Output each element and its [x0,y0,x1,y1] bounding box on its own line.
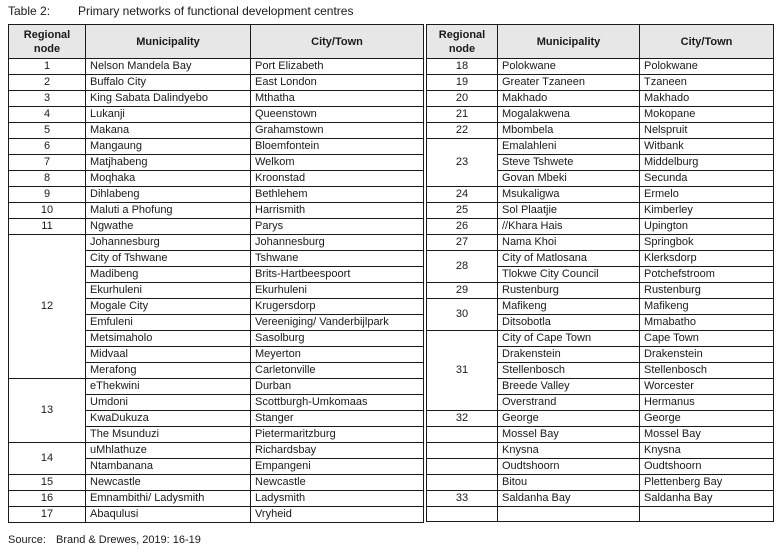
city-cell: Queenstown [251,107,424,123]
node-cell: 33 [427,491,498,507]
node-cell: 7 [9,155,86,171]
node-cell: 11 [9,219,86,235]
table-row [427,507,774,522]
header-row [427,25,774,59]
city-cell: Worcester [640,379,774,395]
table-row [9,443,424,459]
city-cell: Stanger [251,411,424,427]
city-cell: Pietermaritzburg [251,427,424,443]
municipality-cell [498,507,640,522]
city-cell: Rustenburg [640,283,774,299]
municipality-cell: KwaDukuza [86,411,251,427]
node-cell: 8 [9,171,86,187]
table-row [9,107,424,123]
table-row [9,139,424,155]
municipality-cell: Moqhaka [86,171,251,187]
table-row [9,171,424,187]
table-row [9,475,424,491]
node-cell: 6 [9,139,86,155]
node-cell: 19 [427,75,498,91]
municipality-cell: Emfuleni [86,315,251,331]
municipality-cell: Ngwathe [86,219,251,235]
table-row [427,203,774,219]
municipality-cell: Rustenburg [498,283,640,299]
table-row [9,59,424,75]
municipality-cell: Ekurhuleni [86,283,251,299]
municipality-cell: Mogale City [86,299,251,315]
node-cell: 12 [9,235,86,379]
municipality-cell: Abaqulusi [86,507,251,523]
node-cell: 15 [9,475,86,491]
city-cell: Sasolburg [251,331,424,347]
municipality-cell: Midvaal [86,347,251,363]
table-row [427,283,774,299]
column-header: City/Town [251,25,424,59]
node-cell: 31 [427,331,498,411]
municipality-cell: Bitou [498,475,640,491]
city-cell: Bloemfontein [251,139,424,155]
municipality-cell: uMhlathuze [86,443,251,459]
city-cell: Brits-Hartbeespoort [251,267,424,283]
city-cell: Knysna [640,443,774,459]
table-row [9,91,424,107]
city-cell: Ekurhuleni [251,283,424,299]
node-cell: 4 [9,107,86,123]
municipality-cell: Drakenstein [498,347,640,363]
table-row [427,219,774,235]
municipality-cell: Overstrand [498,395,640,411]
node-cell: 10 [9,203,86,219]
municipality-cell: Mbombela [498,123,640,139]
node-cell: 20 [427,91,498,107]
city-cell: Drakenstein [640,347,774,363]
municipality-cell: Makhado [498,91,640,107]
node-cell: 24 [427,187,498,203]
municipality-cell: eThekwini [86,379,251,395]
city-cell: Potchefstroom [640,267,774,283]
city-cell: Nelspruit [640,123,774,139]
table-row [427,251,774,267]
city-cell: Mossel Bay [640,427,774,443]
table-row [427,427,774,443]
city-cell: Springbok [640,235,774,251]
city-cell: Hermanus [640,395,774,411]
city-cell [640,507,774,522]
municipality-cell: Emalahleni [498,139,640,155]
municipality-cell: Mangaung [86,139,251,155]
table-caption-label: Table 2: [8,4,51,18]
node-cell: 13 [9,379,86,443]
right-table [426,24,774,522]
table-row [9,219,424,235]
node-cell: 5 [9,123,86,139]
node-cell-empty [427,475,498,491]
city-cell: Kimberley [640,203,774,219]
table-row [427,91,774,107]
column-header: Regional node [427,25,498,59]
city-cell: Plettenberg Bay [640,475,774,491]
city-cell: Newcastle [251,475,424,491]
city-cell: Ladysmith [251,491,424,507]
node-cell: 3 [9,91,86,107]
municipality-cell: Knysna [498,443,640,459]
municipality-cell: Merafong [86,363,251,379]
node-cell: 28 [427,251,498,283]
node-cell: 14 [9,443,86,475]
node-cell: 21 [427,107,498,123]
city-cell: Kroonstad [251,171,424,187]
table-row [427,123,774,139]
city-cell: Parys [251,219,424,235]
table-row [9,75,424,91]
node-cell: 26 [427,219,498,235]
node-cell: 1 [9,59,86,75]
node-cell: 32 [427,411,498,427]
city-cell: Mthatha [251,91,424,107]
column-header: Regional node [9,25,86,59]
municipality-cell: //Khara Hais [498,219,640,235]
city-cell: Krugersdorp [251,299,424,315]
column-header: Municipality [498,25,640,59]
city-cell: Ermelo [640,187,774,203]
table-row [9,235,424,251]
city-cell: Cape Town [640,331,774,347]
city-cell: Saldanha Bay [640,491,774,507]
municipality-cell: Ditsobotla [498,315,640,331]
node-cell-empty [427,459,498,475]
table-row [427,107,774,123]
city-cell: Scottburgh-Umkomaas [251,395,424,411]
source-text: Brand & Drewes, 2019: 16-19 [56,534,201,546]
municipality-cell: Mafikeng [498,299,640,315]
node-cell-empty [427,507,498,522]
node-cell: 23 [427,139,498,187]
node-cell-empty [427,443,498,459]
node-cell-empty [427,427,498,443]
city-cell: Stellenbosch [640,363,774,379]
municipality-cell: Newcastle [86,475,251,491]
table-row [9,379,424,395]
table-row [9,491,424,507]
table-row [427,443,774,459]
municipality-cell: Madibeng [86,267,251,283]
table-caption [8,4,779,22]
table-row [427,459,774,475]
city-cell: Vryheid [251,507,424,523]
node-cell: 17 [9,507,86,523]
municipality-cell: Stellenbosch [498,363,640,379]
municipality-cell: Maluti a Phofung [86,203,251,219]
table-caption-text: Primary networks of functional development centres [78,4,354,18]
node-cell: 16 [9,491,86,507]
table-row [427,411,774,427]
city-cell: Johannesburg [251,235,424,251]
city-cell: Secunda [640,171,774,187]
source-line [8,534,779,546]
municipality-cell: The Msunduzi [86,427,251,443]
municipality-cell: Lukanji [86,107,251,123]
city-cell: Mokopane [640,107,774,123]
municipality-cell: Mogalakwena [498,107,640,123]
table-row [9,123,424,139]
city-cell: East London [251,75,424,91]
city-cell: Mafikeng [640,299,774,315]
table-row [427,75,774,91]
municipality-cell: Makana [86,123,251,139]
municipality-cell: Matjhabeng [86,155,251,171]
table-row [427,491,774,507]
city-cell: Welkom [251,155,424,171]
table-row [427,299,774,315]
municipality-cell: Nelson Mandela Bay [86,59,251,75]
municipality-cell: Nama Khoi [498,235,640,251]
municipality-cell: King Sabata Dalindyebo [86,91,251,107]
city-cell: Vereeniging/ Vanderbijlpark [251,315,424,331]
table-row [427,331,774,347]
table-row [427,475,774,491]
municipality-cell: Msukaligwa [498,187,640,203]
table-row [9,507,424,523]
municipality-cell: City of Tshwane [86,251,251,267]
city-cell: George [640,411,774,427]
city-cell: Tshwane [251,251,424,267]
municipality-cell: Buffalo City [86,75,251,91]
city-cell: Witbank [640,139,774,155]
node-cell: 18 [427,59,498,75]
city-cell: Makhado [640,91,774,107]
city-cell: Bethlehem [251,187,424,203]
city-cell: Durban [251,379,424,395]
table-row [9,187,424,203]
node-cell: 25 [427,203,498,219]
node-cell: 27 [427,235,498,251]
column-header: City/Town [640,25,774,59]
municipality-cell: Dihlabeng [86,187,251,203]
municipality-cell: Mossel Bay [498,427,640,443]
municipality-cell: Polokwane [498,59,640,75]
municipality-cell: Emnambithi/ Ladysmith [86,491,251,507]
city-cell: Meyerton [251,347,424,363]
city-cell: Port Elizabeth [251,59,424,75]
tables-container [8,24,779,523]
city-cell: Carletonville [251,363,424,379]
municipality-cell: Steve Tshwete [498,155,640,171]
table-row [427,235,774,251]
city-cell: Empangeni [251,459,424,475]
municipality-cell: Ntambanana [86,459,251,475]
node-cell: 9 [9,187,86,203]
city-cell: Upington [640,219,774,235]
city-cell: Grahamstown [251,123,424,139]
city-cell: Mmabatho [640,315,774,331]
table-row [427,187,774,203]
city-cell: Polokwane [640,59,774,75]
node-cell: 22 [427,123,498,139]
table-row [9,155,424,171]
municipality-cell: Sol Plaatjie [498,203,640,219]
municipality-cell: Govan Mbeki [498,171,640,187]
municipality-cell: City of Matlosana [498,251,640,267]
city-cell: Middelburg [640,155,774,171]
city-cell: Tzaneen [640,75,774,91]
municipality-cell: Greater Tzaneen [498,75,640,91]
city-cell: Klerksdorp [640,251,774,267]
municipality-cell: City of Cape Town [498,331,640,347]
left-table [8,24,424,523]
table-row [427,59,774,75]
municipality-cell: Johannesburg [86,235,251,251]
node-cell: 30 [427,299,498,331]
node-cell: 29 [427,283,498,299]
table-row [427,139,774,155]
municipality-cell: Tlokwe City Council [498,267,640,283]
city-cell: Harrismith [251,203,424,219]
column-header: Municipality [86,25,251,59]
municipality-cell: Oudtshoorn [498,459,640,475]
table-row [9,203,424,219]
node-cell: 2 [9,75,86,91]
source-label: Source: [8,534,46,546]
municipality-cell: Breede Valley [498,379,640,395]
city-cell: Richardsbay [251,443,424,459]
municipality-cell: George [498,411,640,427]
municipality-cell: Umdoni [86,395,251,411]
header-row [9,25,424,59]
municipality-cell: Metsimaholo [86,331,251,347]
municipality-cell: Saldanha Bay [498,491,640,507]
city-cell: Oudtshoorn [640,459,774,475]
